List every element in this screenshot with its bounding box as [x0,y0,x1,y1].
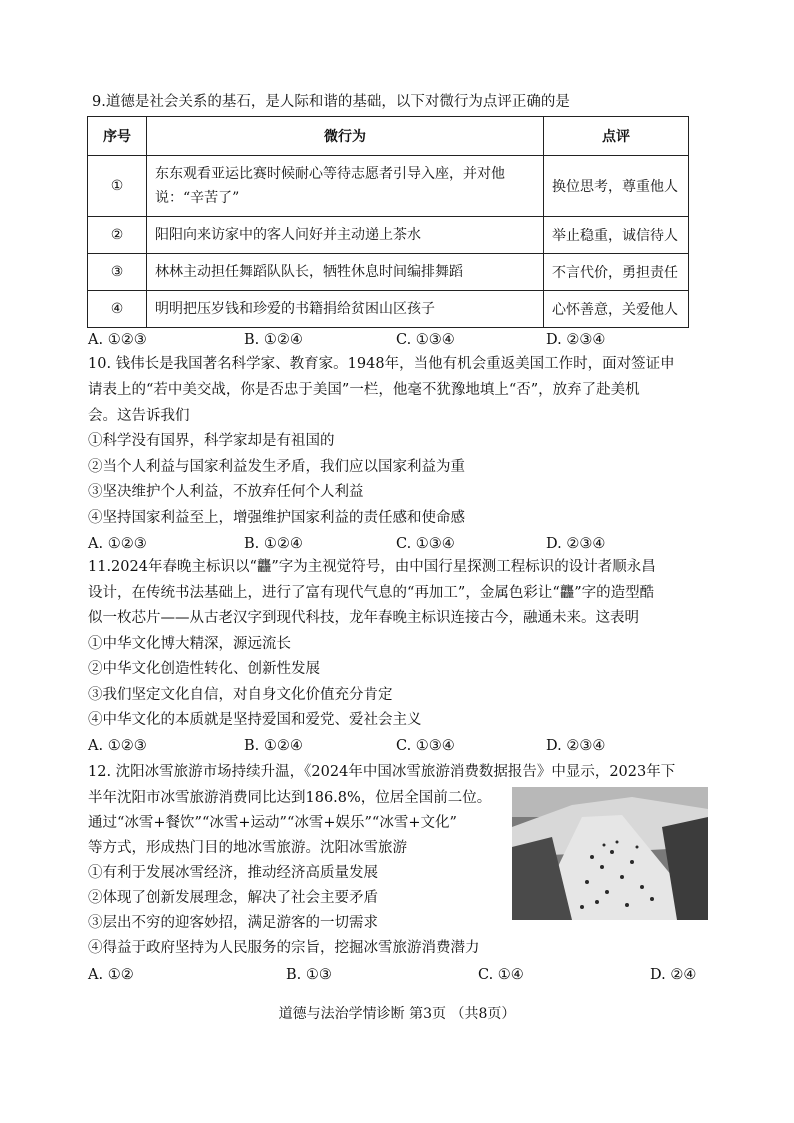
q12-item: ①有利于发展冰雪经济，推动经济高质量发展 [88,865,378,881]
header-comment: 点评 [544,117,689,156]
option-d: D. ②③④ [546,536,606,552]
option-b: B. ①③ [286,967,332,983]
q12-item: ④得益于政府坚持为人民服务的宗旨，挖掘冰雪旅游消费潜力 [88,940,480,956]
option-b: B. ①②④ [244,738,303,754]
option-c: C. ①③④ [396,738,455,754]
row-behavior: 林林主动担任舞蹈队队长，牺牲休息时间编排舞蹈 [147,254,544,291]
row-number: ④ [88,291,147,328]
option-a: A. ①②③ [88,332,147,348]
option-c: C. ①③④ [396,536,455,552]
q9-table [87,116,689,328]
q12-line: 等方式，形成热门目的地冰雪旅游。沈阳冰雪旅游 [88,840,407,856]
q10-line: 请表上的“若中美交战，你是否忠于美国”一栏，他毫不犹豫地填上“否”，放弃了赴美机 [88,382,640,398]
table-row [88,217,689,254]
q12-item: ②体现了创新发展理念，解决了社会主要矛盾 [88,890,378,906]
option-d: D. ②④ [650,967,697,983]
table-row [88,291,689,328]
q11-item: ③我们坚定文化自信，对自身文化价值充分肯定 [88,687,393,703]
option-b: B. ①②④ [244,332,303,348]
q10-item: ②当个人利益与国家利益发生矛盾，我们应以国家利益为重 [88,459,465,475]
row-comment: 换位思考，尊重他人 [544,156,689,217]
photo-illustration [512,787,708,920]
option-c: C. ①④ [478,967,524,983]
table-header-row [88,117,689,156]
option-a: A. ①②③ [88,536,147,552]
row-behavior: 阳阳向来访家中的客人问好并主动递上茶水 [147,217,544,254]
row-behavior: 明明把压岁钱和珍爱的书籍捐给贫困山区孩子 [147,291,544,328]
row-number: ③ [88,254,147,291]
q11-item: ④中华文化的本质就是坚持爱国和爱党、爱社会主义 [88,712,422,728]
q10-line: 会。这告诉我们 [88,408,190,424]
row-behavior [147,156,544,217]
q12-line: 通过“冰雪+餐饮”“冰雪+运动”“冰雪+娱乐”“冰雪+文化” [88,815,457,831]
q11-item: ①中华文化博大精深，源远流长 [88,636,291,652]
header-behavior: 微行为 [147,117,544,156]
row-comment: 不言代价，勇担责任 [544,254,689,291]
q12-line: 12. 沈阳冰雪旅游市场持续升温，《2024年中国冰雪旅游消费数据报告》中显示，2023年下 [88,764,676,780]
ice-snow-tourism-photo [512,787,708,920]
q12-item: ③层出不穷的迎客妙招，满足游客的一切需求 [88,915,378,931]
q11-line: 11.2024年春晚主标识以“龘”字为主视觉符号，由中国行星探测工程标识的设计者顺永昌 [88,559,656,575]
page-footer: 道德与法治学情诊断 第3页 （共8页） [278,1006,516,1022]
q10-item: ③坚决维护个人利益，不放弃任何个人利益 [88,484,364,500]
option-b: B. ①②④ [244,536,303,552]
q12-line: 半年沈阳市冰雪旅游消费同比达到186.8%，位居全国前二位。 [88,790,492,806]
q10-line: 10. 钱伟长是我国著名科学家、教育家。1948年，当他有机会重返美国工作时，面对签证申 [88,356,675,372]
q11-line: 设计，在传统书法基础上，进行了富有现代气息的“再加工”，金属色彩让“龘”字的造型酷 [88,585,655,601]
behavior-line: 说：“辛苦了” [155,190,240,206]
header-number: 序号 [88,117,147,156]
row-comment: 举止稳重，诚信待人 [544,217,689,254]
table-row [88,156,689,217]
row-number: ② [88,217,147,254]
q11-item: ②中华文化创造性转化、创新性发展 [88,661,320,677]
row-comment: 心怀善意，关爱他人 [544,291,689,328]
table-row [88,254,689,291]
row-number: ① [88,156,147,217]
option-d: D. ②③④ [546,738,606,754]
option-c: C. ①③④ [396,332,455,348]
behavior-line: 东东观看亚运比赛时候耐心等待志愿者引导入座，并对他 [155,166,505,182]
option-a: A. ①② [88,967,134,983]
option-a: A. ①②③ [88,738,147,754]
option-d: D. ②③④ [546,332,606,348]
q9-stem: 9.道德是社会关系的基石，是人际和谐的基础，以下对微行为点评正确的是 [92,94,570,110]
q11-line: 似一枚芯片——从古老汉字到现代科技，龙年春晚主标识连接古今，融通未来。这表明 [88,610,639,626]
q10-item: ④坚持国家利益至上，增强维护国家利益的责任感和使命感 [88,510,465,526]
q10-item: ①科学没有国界，科学家却是有祖国的 [88,433,335,449]
